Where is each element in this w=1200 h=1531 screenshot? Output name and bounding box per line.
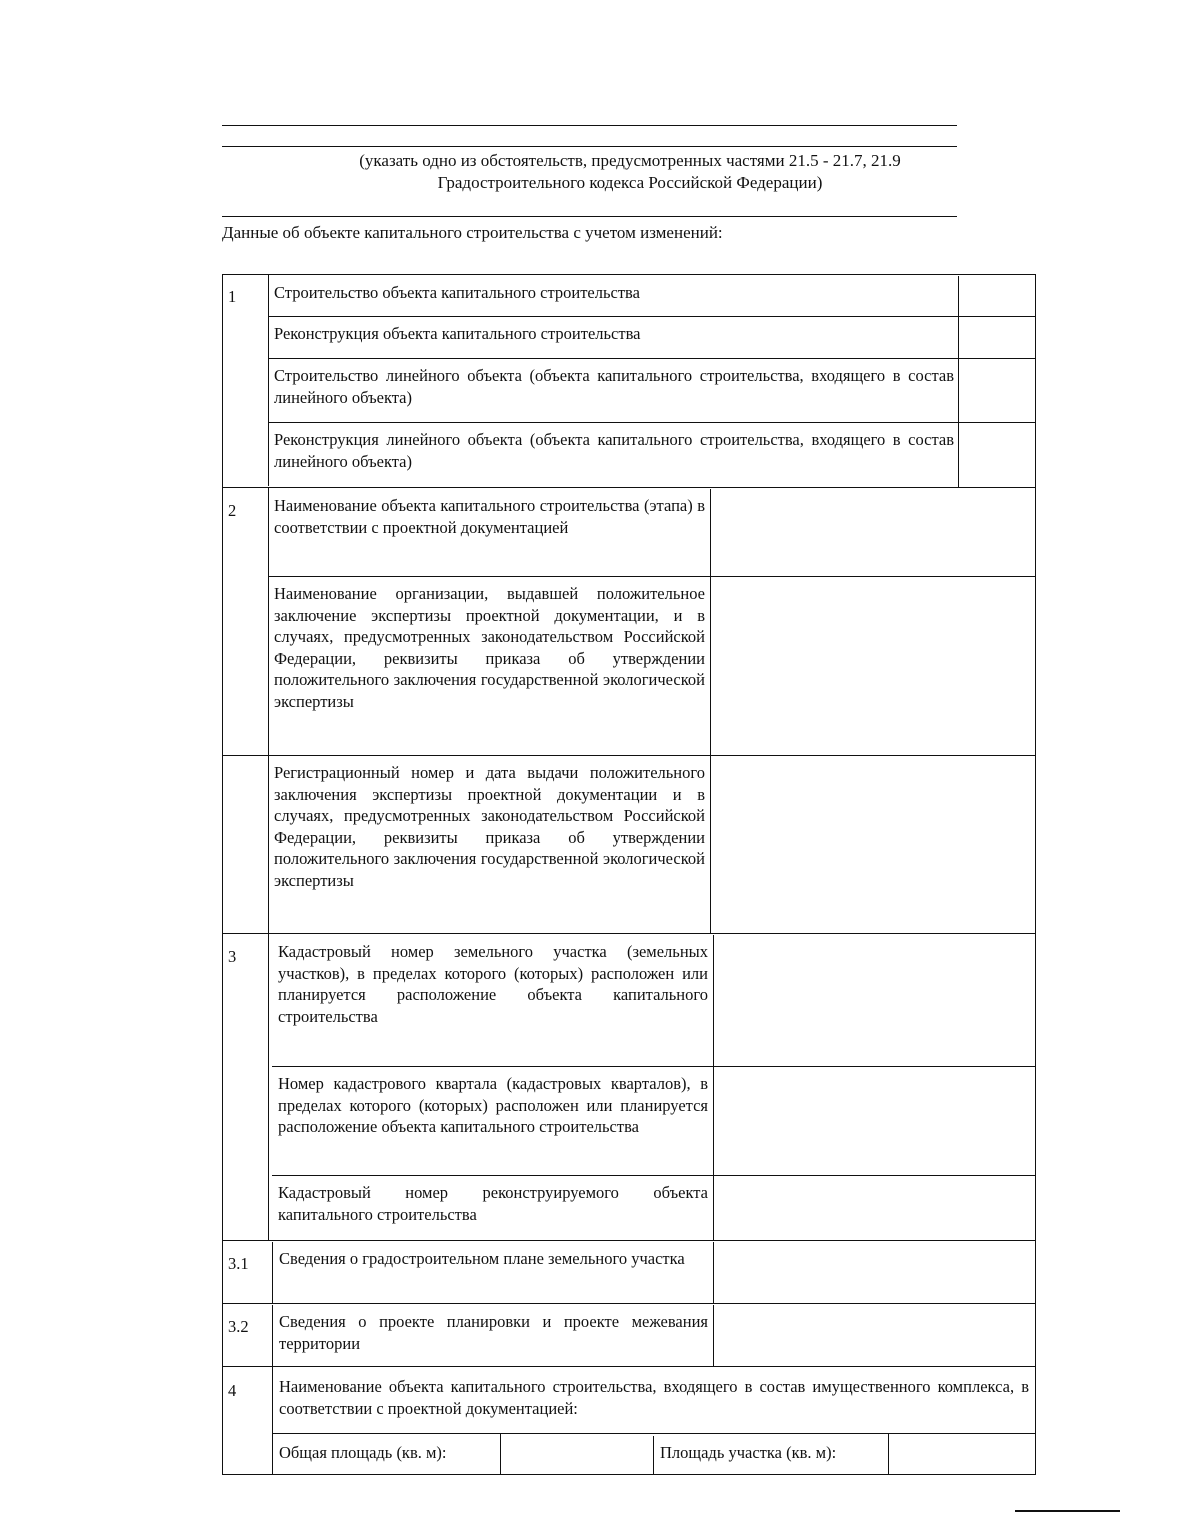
intro-text: Данные об объекте капитального строительства с учетом изменений:: [222, 223, 723, 242]
s4-object-complex-label: Наименование объекта капитального строительства, входящего в состав имущественного комплекса, в соответствии с проектной документацией:: [279, 1377, 1029, 1418]
s4-plot-area-value[interactable]: [888, 1434, 1036, 1475]
blank-line-second: [222, 146, 957, 147]
section-4-top-rule: [222, 1366, 1036, 1367]
s4-total-area-label: Общая площадь (кв. м):: [279, 1443, 447, 1462]
section-4-number: 4: [228, 1381, 237, 1400]
s1-linear-reconstruction-checkbox[interactable]: [958, 422, 1036, 488]
s1-construction-checkbox[interactable]: [958, 276, 1036, 316]
section-2-top-rule: [222, 487, 1036, 488]
instruction-note-line2: Градостроительного кодекса Российской Федерации): [437, 173, 823, 192]
s1-linear-reconstruction-item: Реконструкция линейного объекта (объекта капитального строительства, входящего в состав линейного объекта): [268, 422, 960, 488]
section-3-1-top-rule: [222, 1240, 1036, 1241]
blank-line-top: [222, 125, 957, 126]
section-3-1-number: 3.1: [228, 1254, 249, 1273]
s31-gradplan-value[interactable]: [713, 1242, 1036, 1304]
s32-planning-label: Сведения о проекте планировки и проекте межевания территории: [272, 1305, 714, 1367]
s2-object-name-label: Наименование объекта капитального строительства (этапа) в соответствии с проектной документацией: [274, 496, 705, 537]
s2-object-name-value[interactable]: [710, 489, 1036, 577]
s2-expert-org-value[interactable]: [710, 576, 1036, 756]
section-3-top-rule: [222, 933, 1036, 934]
s3-reconstructed-object-value[interactable]: [713, 1175, 1036, 1241]
instruction-note: [300, 150, 960, 194]
s2-expert-org-label: Наименование организации, выдавшей положительное заключение экспертизы проектной документации, и в случаях, предусмотренных законодательством Российской Федерации, реквизиты приказа об утверждении положительного заключения государственной экологической экспертизы: [268, 576, 711, 756]
s2-registration-label: Регистрационный номер и дата выдачи положительного заключения экспертизы проектной документации и в случаях, предусмотренных законодательством Российской Федерации, реквизиты приказа об утверждении положительного заключения государственной экологической экспертизы: [268, 755, 711, 934]
s3-reconstructed-object-label: Кадастровый номер реконструируемого объекта капитального строительства: [272, 1175, 714, 1241]
s3-cadastral-quarter-value[interactable]: [713, 1066, 1036, 1176]
s1-linear-construction-item: Строительство линейного объекта (объекта капитального строительства, входящего в состав линейного объекта): [268, 358, 960, 422]
section-3-2-number: 3.2: [228, 1317, 249, 1336]
s1-construction-item: Строительство объекта капитального строительства: [274, 283, 640, 302]
s1-reconstruction-checkbox[interactable]: [958, 316, 1036, 358]
s4-total-area-value[interactable]: [500, 1434, 653, 1475]
footer-line: [1015, 1510, 1120, 1512]
s3-cadastral-plot-label: Кадастровый номер земельного участка (земельных участков), в пределах которого (которых) расположен или планируется расположение объекта капитального строительства: [278, 942, 708, 1026]
section-1-number: 1: [228, 287, 237, 306]
s32-planning-value[interactable]: [713, 1305, 1036, 1367]
s1-reconstruction-item: Реконструкция объекта капитального строительства: [268, 316, 960, 358]
s3-cadastral-plot-value[interactable]: [713, 935, 1036, 1067]
s2-registration-value[interactable]: [710, 755, 1036, 934]
instruction-note-line1: (указать одно из обстоятельств, предусмотренных частями 21.5 - 21.7, 21.9: [359, 151, 901, 170]
s3-cadastral-quarter-label: Номер кадастрового квартала (кадастровых кварталов), в пределах которого (которых) расположен или планируется расположение объекта капитального строительства: [272, 1066, 714, 1176]
section-3-divider: [268, 933, 269, 1241]
section-3-2-top-rule: [222, 1303, 1036, 1304]
s4-plot-area-label: Площадь участка (кв. м):: [653, 1436, 889, 1474]
s2-row3-number-rule: [222, 755, 268, 756]
s1-linear-construction-checkbox[interactable]: [958, 358, 1036, 422]
section-3-number: 3: [228, 947, 237, 966]
blank-line-third: [222, 216, 957, 217]
section-2-number: 2: [228, 501, 237, 520]
s31-gradplan-label: Сведения о градостроительном плане земельного участка: [272, 1242, 714, 1304]
